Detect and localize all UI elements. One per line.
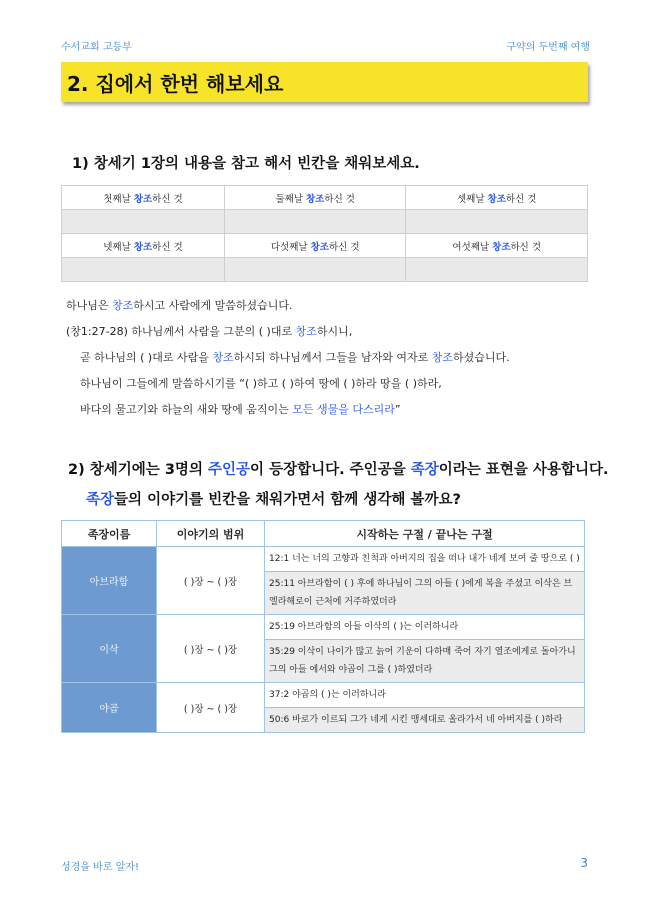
verse-line-2: (창1:27-28) 하나님께서 사람을 그분의 ( )대로 창조하시니, (66, 325, 353, 338)
patriarch-name-abraham: 아브라함 (62, 547, 157, 615)
col-header-name: 족장이름 (62, 521, 157, 547)
header-course-name: 구약의 두번째 여행 (506, 42, 590, 53)
verse-line-4: 하나님이 그들에게 말씀하시기를 “( )하고 ( )하여 땅에 ( )하라 땅을 ( )하라, (80, 377, 442, 390)
start-verse-jacob: 37:2 야곱의 ( )는 이러하니라 (265, 683, 585, 708)
day-5-answer-cell[interactable] (224, 258, 406, 282)
patriarchs-table (61, 520, 585, 733)
start-verse-abraham: 12:1 너는 너의 고향과 친척과 아버지의 집을 떠나 내가 네게 보여 줄 땅으로 ( ) (265, 547, 585, 572)
creation-days-table (61, 185, 588, 282)
day-6-answer-cell[interactable] (406, 258, 588, 282)
section-title: 2. 집에서 한번 해보세요 (67, 72, 284, 96)
verse-line-1: 하나님은 창조하시고 사람에게 말씀하셨습니다. (66, 299, 293, 312)
story-range-jacob[interactable]: ( )장 ~ ( )장 (157, 683, 265, 733)
day-3-answer-cell[interactable] (406, 210, 588, 234)
col-header-range: 이야기의 범위 (157, 521, 265, 547)
end-verse-abraham: 25:11 아브라함이 ( ) 후에 하나님이 그의 아들 ( )에게 복을 주셨고 이삭은 브엘라해로이 근처에 거주하였더라 (265, 572, 585, 615)
col-header-verses: 시작하는 구절 / 끝나는 구절 (265, 521, 585, 547)
end-verse-jacob: 50:6 바로가 이르되 그가 네게 시킨 맹세대로 올라가서 네 아버지를 ( )하라 (265, 708, 585, 733)
patriarch-name-jacob: 야곱 (62, 683, 157, 733)
story-range-isaac[interactable]: ( )장 ~ ( )장 (157, 615, 265, 683)
day-6-label: 여섯째날 창조하신 것 (406, 234, 588, 258)
day-2-label: 둘째날 창조하신 것 (224, 186, 406, 210)
day-5-label: 다섯째날 창조하신 것 (224, 234, 406, 258)
day-2-answer-cell[interactable] (224, 210, 406, 234)
end-verse-isaac: 35:29 이삭이 나이가 많고 늙어 기운이 다하매 죽어 자기 열조에게로 돌아가니 그의 아들 에서와 야곱이 그를 ( )하였더라 (265, 640, 585, 683)
patriarch-name-isaac: 이삭 (62, 615, 157, 683)
page-number: 3 (580, 856, 588, 870)
start-verse-isaac: 25:19 아브라함의 아들 이삭의 ( )는 이러하니라 (265, 615, 585, 640)
day-4-label: 넷째날 창조하신 것 (62, 234, 225, 258)
verse-line-5: 바다의 물고기와 하늘의 새와 땅에 움직이는 모든 생물을 다스리라” (80, 403, 401, 416)
footer-slogan: 성경을 바로 알자! (61, 862, 139, 873)
verse-line-3: 곧 하나님의 ( )대로 사람을 창조하시되 하나님께서 그들을 남자와 여자로 창조하셨습니다. (80, 351, 510, 364)
day-1-answer-cell[interactable] (62, 210, 225, 234)
question-2-subtitle: 족장들의 이야기를 빈칸을 채워가면서 함께 생각해 볼까요? (86, 492, 461, 508)
question-1-title: 1) 창세기 1장의 내용을 참고 해서 빈칸을 채워보세요. (72, 156, 420, 172)
header-church-name: 수서교회 고등부 (61, 42, 132, 53)
section-title-banner (61, 62, 588, 102)
day-1-label: 첫째날 창조하신 것 (62, 186, 225, 210)
story-range-abraham[interactable]: ( )장 ~ ( )장 (157, 547, 265, 615)
day-4-answer-cell[interactable] (62, 258, 225, 282)
day-3-label: 셋째날 창조하신 것 (406, 186, 588, 210)
question-2-title: 2) 창세기에는 3명의 주인공이 등장합니다. 주인공을 족장이라는 표현을 사용합니다. (68, 462, 609, 478)
